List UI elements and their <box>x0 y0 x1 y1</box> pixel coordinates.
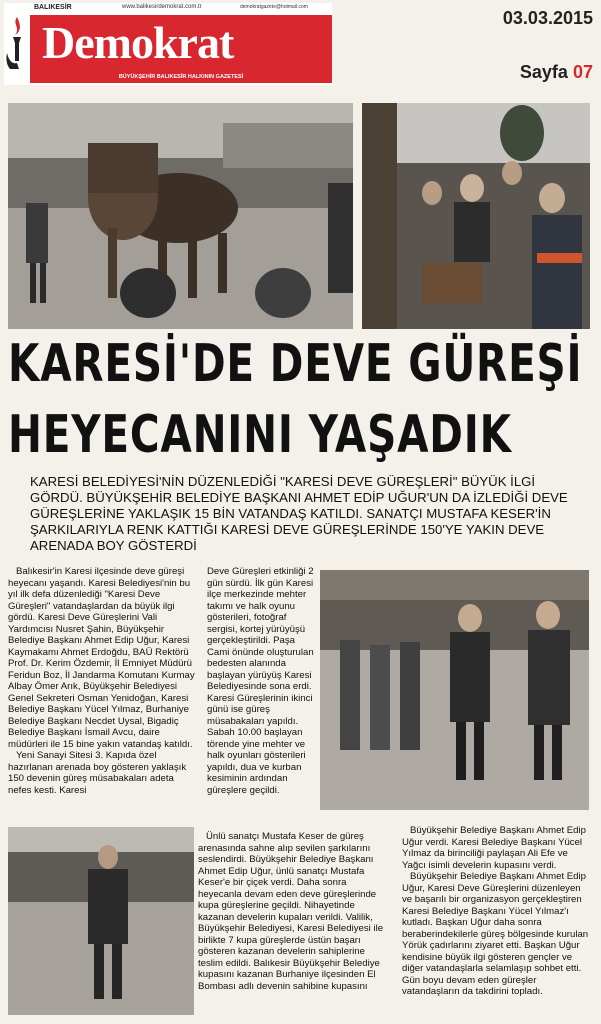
masthead-website: www.balikesirdemokrat.com.tr <box>122 4 202 10</box>
article-column-1 <box>8 566 195 796</box>
masthead <box>4 3 332 85</box>
masthead-tagline: BÜYÜKŞEHİR BALIKESİR HALKININ GAZETESİ <box>30 71 332 83</box>
officials-crowd-photo <box>362 103 590 329</box>
masthead-city: BALIKESİR <box>34 4 72 11</box>
torch-icon <box>4 13 30 73</box>
page-number-label <box>520 62 593 83</box>
page-label: Sayfa <box>519 62 568 82</box>
page-number: 07 <box>572 62 593 82</box>
officials-walking-photo <box>320 570 589 810</box>
article-column-3 <box>402 825 590 998</box>
paragraph: Deve Güreşleri etkinliği 2 gün sürdü. İlk gün Karesi ilçe merkezinde mehter takımı ve halk oyunu gösterileri, fotoğraf sergisi, kortej yürüyüşü gerçekleştirildi. Paşa Cami önünde oluşturulan bedesten alanında başlayan yürüyüş Karesi Belediyesinde sona erdi. Karesi Güreşlerinin ikinci günü ise güreş müsabakaları yapıldı. Sabah 10.00 başlayan törende yine mehter ve halk oyunları gösterileri yapıldı, dua ve kurban kesiminin ardından güreşlere geçildi. <box>207 566 314 796</box>
article-column-2 <box>207 566 315 796</box>
paragraph: Balıkesir'in Karesi ilçesinde deve güreşi heyecanı yaşandı. Karesi Belediyesi'nin bu yıl ilk defa düzenlediği "Karesi Deve Güreşleri" vatandaşlardan da büyük ilgi gördü. Karesi Deve Güreşlerini Vali Yardımcısı Nusret Şahin, Büyükşehir Belediye Başkanı Ahmet Edip Uğur, Karesi Kaymakamı Ahmet Erdoğdu, BAÜ Rektörü Prof. Dr. Kerim Özdemir, İl Emniyet Müdürü Feridun Boz, İl Jandarma Komutanı Kurmay Albay Ömer Arık, Büyükşehir Belediyesi Genel Sekreteri Osman Yenidoğan, Karesi Belediye Başkanı Yücel Yılmaz, Burhaniye Belediye Başkanı Necdet Uysal, Bigadiç Belediye Başkanı İsmail Avcu, daire müdürleri ile 15 bine yakın vatandaş katıldı. <box>8 566 195 750</box>
paragraph: Büyükşehir Belediye Başkanı Ahmet Edip Uğur, Karesi Deve Güreşlerini düzenleyen ve başarılı bir organizasyon gerçekleştiren Karesi Belediye Başkanı Yücel Yılmaz'ı kutladı. Başkan Uğur daha sonra beraberindekilerle güreş bölgesinde kurulan Yörük çadırlarını ziyaret etti. Başkan Uğur kendisine büyük ilgi gösteren gençler ve diğer vatandaşlarla selamlaşıp sohbet etti. Gün boyu devam eden güreşler vatandaşların da takdirini topladı. <box>402 871 589 997</box>
masthead-top-strip <box>4 3 332 14</box>
officials-crowd-scene <box>362 103 590 329</box>
newspaper-logo: Demokrat <box>42 17 234 68</box>
paragraph: Ünlü sanatçı Mustafa Keser de güreş arenasında sahne alıp sevilen şarkılarını seslendirdi. Büyükşehir Belediye Başkanı Ahmet Edip Uğur, ünlü sanatçı Mustafa Keser'e bir çiçek verdi. Daha sonra heyecanla devam eden deve güreşlerinde kupa güreşlerine geçildi. Nihayetinde kazanan develerin kupaları verildi. Valilik, Büyükşehir Belediyesi, Karesi Belediyesi ile birlikte 7 kupa güreşlerde üstün başarı gösteren kazanan develerin sahiplerine teslim edildi. Balıkesir Büyükşehir Belediye kupasını kazanan Burhaniye ilçesinden El Bombası adlı devenin sahibine kupasını <box>198 831 384 992</box>
paragraph: Büyükşehir Belediye Başkanı Ahmet Edip Uğur verdi. Karesi Belediye Başkanı Yücel Yılmaz da birinciliği paylaşan Ali Efe ve Yağcı isimli develerin kupasını verdi. <box>402 825 586 871</box>
camel-wrestling-photo <box>8 103 353 329</box>
officials-walking-scene <box>320 570 589 810</box>
issue-date: 03.03.2015 <box>502 8 593 28</box>
mayor-speech-scene <box>8 827 194 1015</box>
camel-wrestling-scene <box>8 103 353 329</box>
masthead-email: demokratgazete@hotmail.com <box>240 4 308 10</box>
headline-line-1: KARESİ'DE DEVE GÜREŞİ <box>8 334 583 394</box>
article-deck: KARESİ BELEDİYESİ'NİN DÜZENLEDİĞİ "KARESİ DEVE GÜREŞLERİ" BÜYÜK İLGİ GÖRDÜ. BÜYÜKŞEHİR BELEDİYE BAŞKANI AHMET EDİP UĞUR'UN DA İZLEDİĞİ DEVE GÜREŞLERİNE YAKLAŞIK 15 BİN VATANDAŞ KATILDI. SANATÇI MUSTAFA KESER'İN ŞARKILARIYLA RENK KATTIĞI KARESİ DEVE GÜREŞLERİNDE 150'YE YAKIN DEVE ARENADA BOY GÖSTERDİ <box>30 474 568 553</box>
headline-line-2: HEYECANINI YAŞADIK <box>8 405 512 465</box>
mayor-speech-photo <box>8 827 194 1015</box>
article-column-2-lower <box>198 831 392 992</box>
masthead-logo-band <box>30 15 332 71</box>
paragraph: Yeni Sanayi Sitesi 3. Kapıda özel hazırlanan arenada boy gösteren yaklaşık 150 devenin güreş müsabakaları adeta nefes kesti. Karesi <box>8 750 187 796</box>
